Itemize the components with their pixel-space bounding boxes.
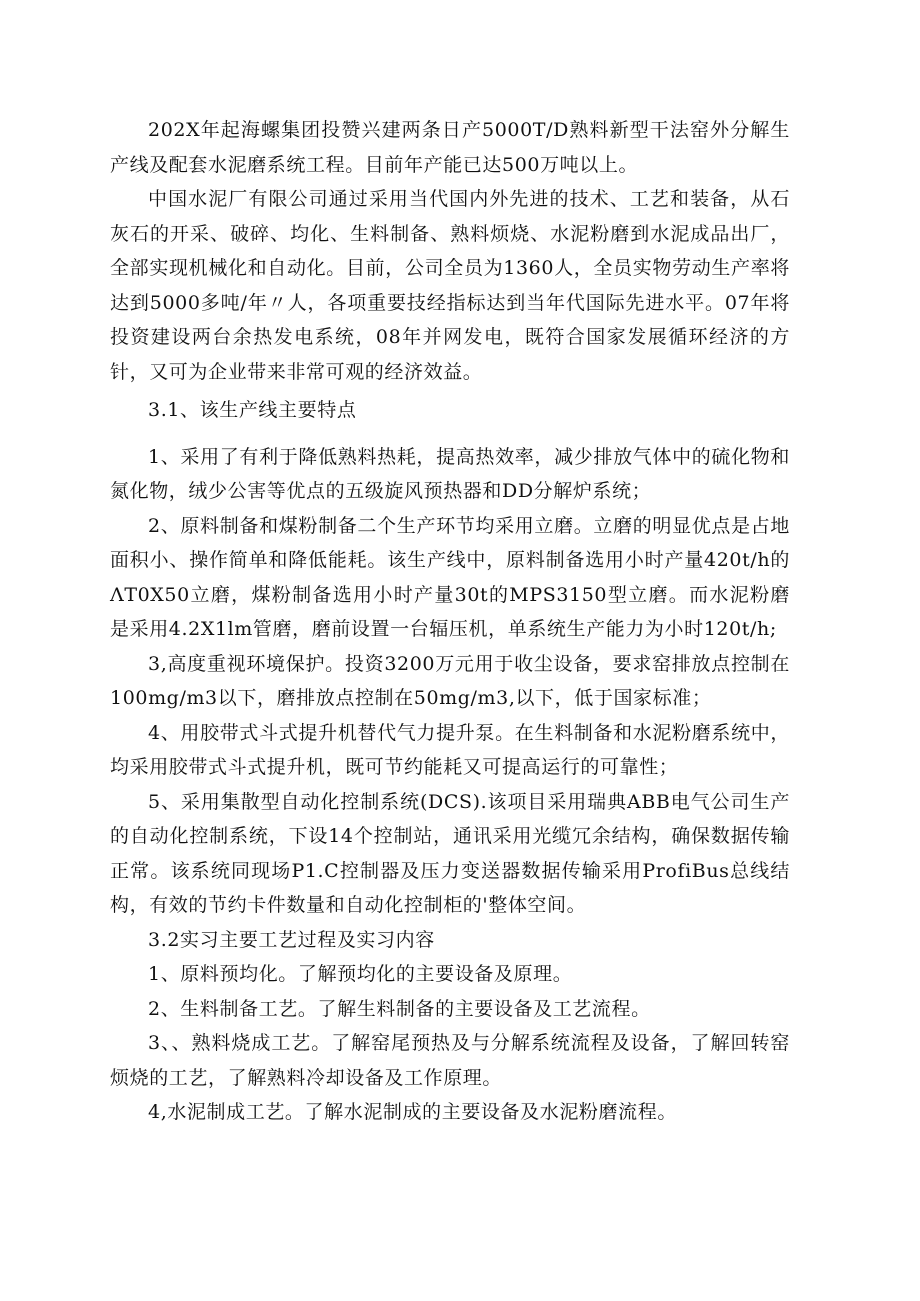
process-item-2: 2、生料制备工艺。了解生料制备的主要设备及工艺流程。 [148, 997, 651, 1020]
process-item-1: 1、原料预均化。了解预均化的主要设备及原理。 [148, 963, 573, 985]
feature-item-4: 4、用胶带式斗式提升机替代气力提升泵。在生料制备和水泥粉磨系统中，均采用胶带式斗式提升机，既可节约能耗又可提高运行的可靠性； [110, 721, 790, 778]
section-heading-3-1: 3.1、该生产线主要特点 [148, 399, 357, 421]
paragraph-company: 中国水泥厂有限公司通过采用当代国内外先进的技术、工艺和装备，从石灰石的开采、破碎、均化、生料制备、熟料烦烧、水泥粉磨到水泥成品出厂，全部实现机械化和自动化。目前，公司全员为1360人，全员实物劳动生产率将达到5000多吨/年〃人，各项重要技经指标达到当年代国际先进水平。07年将投资建设两台余热发电系统，08年并网发电，既符合国家发展循环经济的方针，又可为企业带来非常可观的经济效益。 [110, 188, 790, 383]
process-item-3: 3、、熟料烧成工艺。了解窑尾预热及与分解系统流程及设备，了解回转窑烦烧的工艺，了解熟料冷却设备及工作原理。 [110, 1032, 790, 1089]
feature-item-5: 5、采用集散型自动化控制系统(DCS).该项目采用瑞典ABB电气公司生产的自动化控制系统，下设14个控制站，通讯采用光缆冗余结构，确保数据传输正常。该系统同现场P1.C控制器及压力变送器数据传输采用ProfiBus总线结构，有效的节约卡件数量和自动化控制柜的'整体空间。 [110, 790, 790, 916]
process-item-4: 4,水泥制成工艺。了解水泥制成的主要设备及水泥粉磨流程。 [148, 1101, 677, 1123]
document-body [110, 113, 790, 1130]
feature-item-3: 3,高度重视环境保护。投资3200万元用于收尘设备，要求窑排放点控制在100mg/m3以下，磨排放点控制在50mg/m3,以下，低于国家标准； [110, 652, 790, 709]
section-heading-3-2: 3.2实习主要工艺过程及实习内容 [148, 928, 435, 951]
feature-item-1: 1、采用了有利于降低熟料热耗，提高热效率，减少排放气体中的硫化物和氮化物，绒少公害等优点的五级旋风预热器和DD分解炉系统； [110, 445, 790, 502]
paragraph-intro: 202X年起海螺集团投赞兴建两条日产5000T/D熟料新型干法窑外分解生产线及配套水泥磨系统工程。目前年产能已达500万吨以上。 [110, 119, 790, 176]
feature-item-2: 2、原料制备和煤粉制备二个生产环节均采用立磨。立磨的明显优点是占地面积小、操作简单和降低能耗。该生产线中，原料制备选用小时产量420t/h的ΛT0X50立磨，煤粉制备选用小时产量30t的MPS3150型立磨。而水泥粉磨是采用4.2X1lm管磨，磨前设置一台辐压机，单系统生产能力为小时120t/h; [110, 514, 790, 640]
